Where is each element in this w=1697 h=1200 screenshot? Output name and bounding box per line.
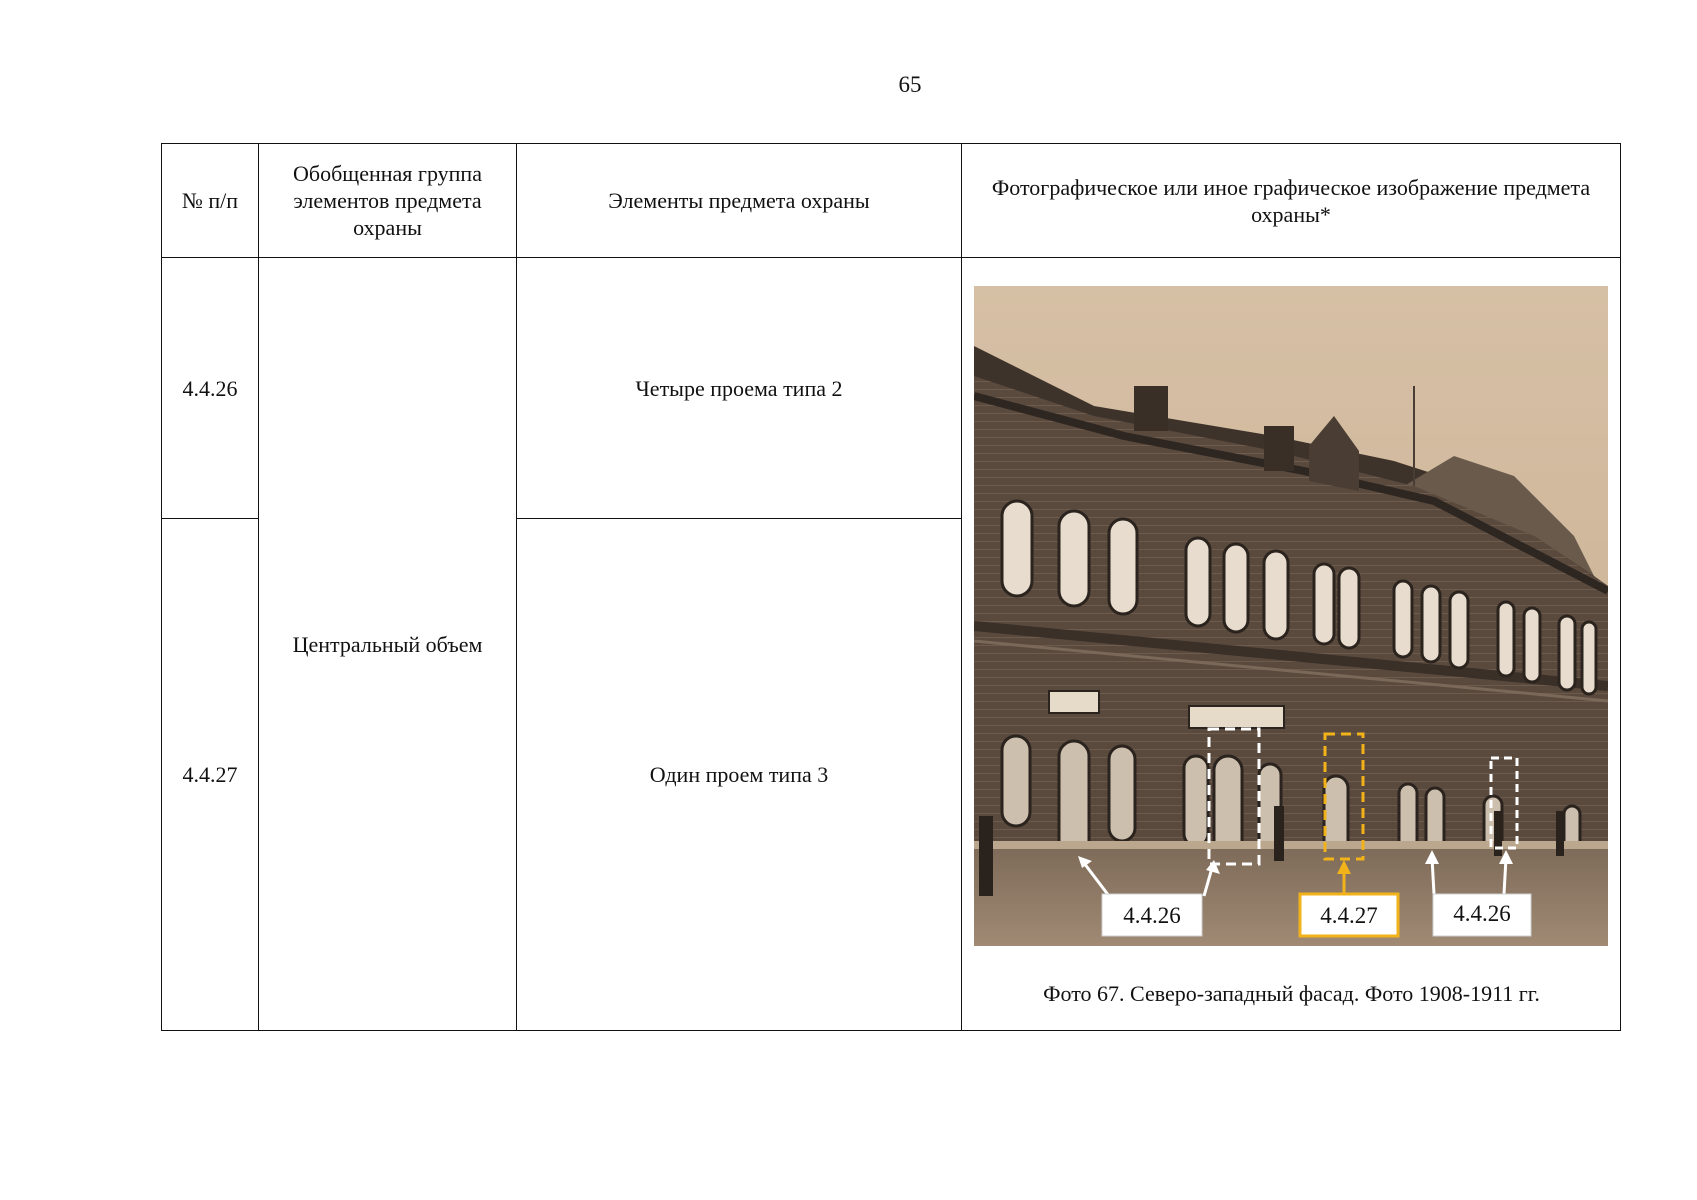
row-element: Один проем типа 3 <box>517 519 962 1031</box>
callout-1-label: 4.4.26 <box>1123 903 1181 929</box>
callout-2-label: 4.4.27 <box>1320 903 1378 929</box>
photo-caption: Фото 67. Северо-западный фасад. Фото 1908-1911 гг. <box>1043 981 1540 1007</box>
header-number: № п/п <box>162 144 259 258</box>
callout-2 <box>1300 894 1398 936</box>
table-header-row <box>162 144 1621 258</box>
header-group: Обобщенная группа элементов предмета охраны <box>259 144 517 258</box>
protection-table <box>161 143 1621 1031</box>
row-number: 4.4.27 <box>162 519 259 1031</box>
callout-3-label: 4.4.26 <box>1453 901 1511 927</box>
callout-3 <box>1433 894 1531 936</box>
row-element: Четыре проема типа 2 <box>517 258 962 519</box>
facade-photo <box>974 286 1608 946</box>
header-image: Фотографическое или иное графическое изображение предмета охраны* <box>962 144 1621 258</box>
page-number: 65 <box>898 72 922 97</box>
group-cell: Центральный объем <box>259 258 517 1031</box>
row-number: 4.4.26 <box>162 258 259 519</box>
header-elements: Элементы предмета охраны <box>517 144 962 258</box>
table-row <box>162 258 1621 519</box>
photo-cell <box>962 258 1621 1031</box>
callout-1 <box>1102 894 1202 936</box>
